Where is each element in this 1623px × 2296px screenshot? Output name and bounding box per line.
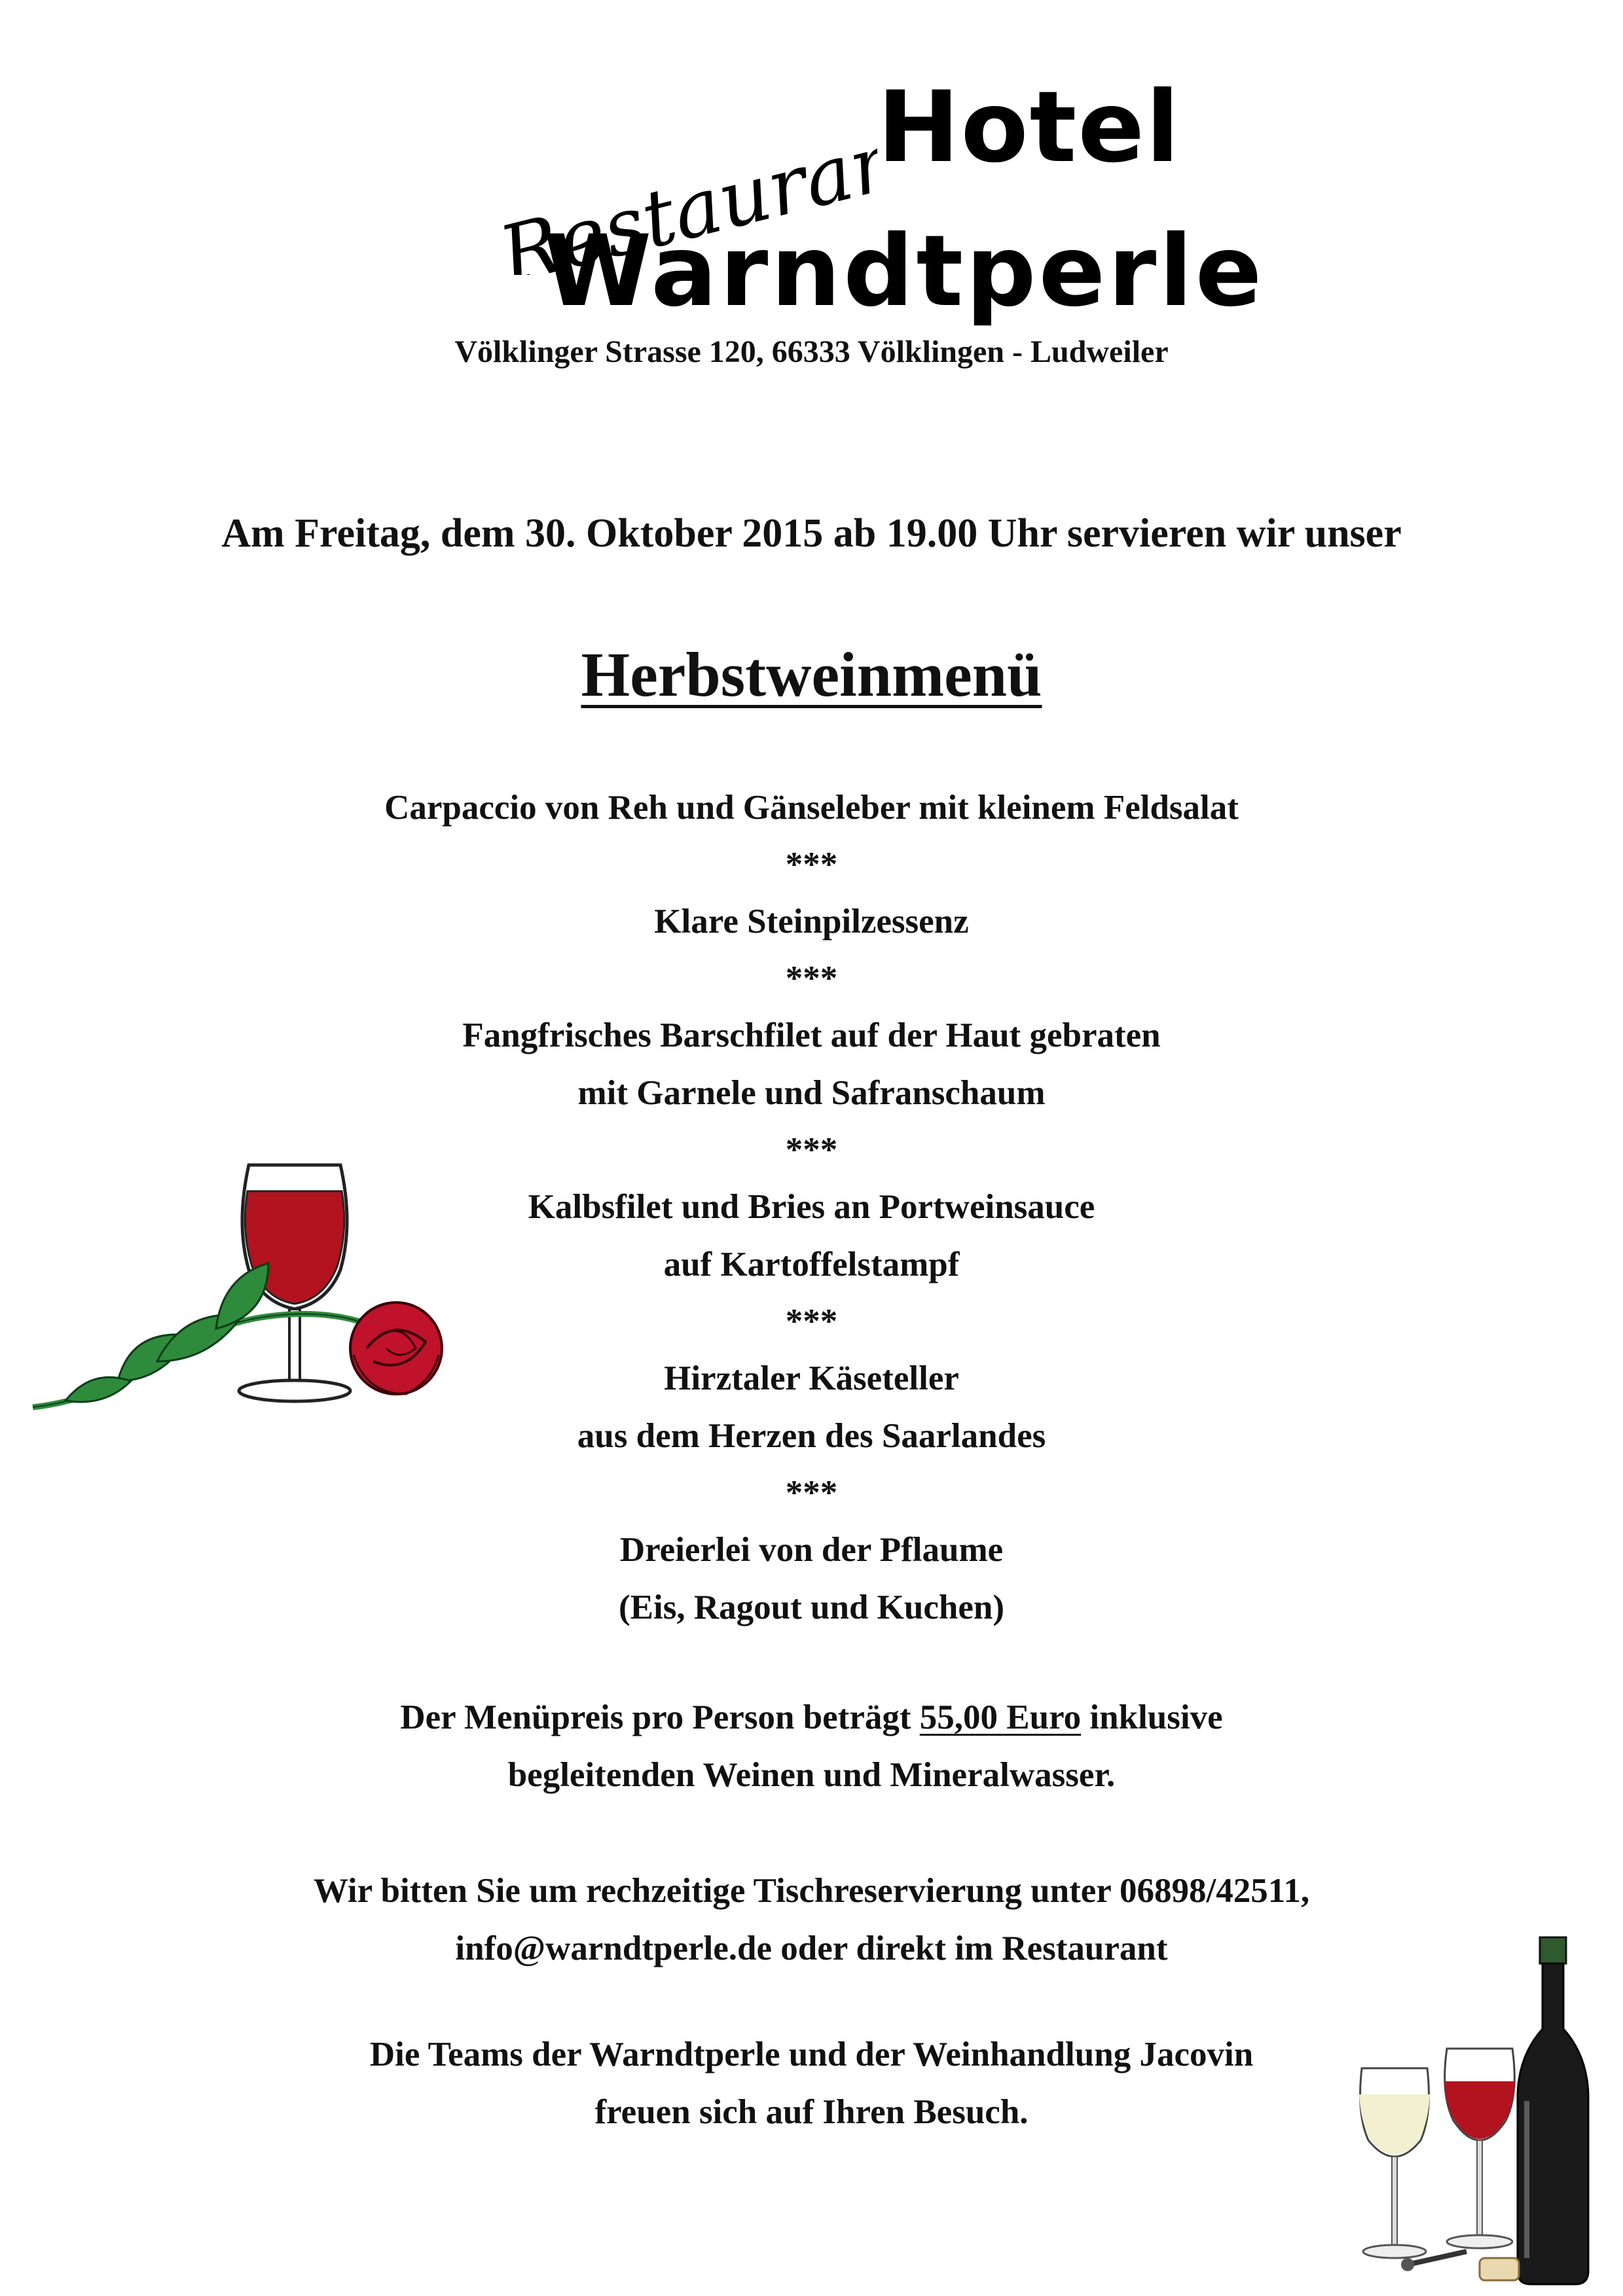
- logo-hotel: Hotel: [877, 71, 1181, 185]
- white-wine-glass-icon: [1359, 2068, 1430, 2258]
- price-info: [0, 1689, 1623, 1804]
- logo-script-text: Restaurant: [491, 107, 877, 275]
- reservation-line-1: Wir bitten Sie um rechzeitige Tischreservierung unter 06898/42511,: [313, 1872, 1310, 1910]
- course-1-line-1: Carpaccio von Reh und Gänseleber mit kleinem Feldsalat: [384, 789, 1239, 827]
- price-prefix: Der Menüpreis pro Person beträgt: [400, 1698, 920, 1736]
- closing-line-2: freuen sich auf Ihren Besuch.: [594, 2093, 1029, 2131]
- course-3-line-1: Fangfrisches Barschfilet auf der Haut gebraten: [462, 1016, 1161, 1054]
- menu-title: Herbstweinmenü: [581, 639, 1042, 709]
- price-line-2: begleitenden Weinen und Mineralwasser.: [507, 1756, 1116, 1794]
- rose-icon: [350, 1302, 442, 1394]
- course-6-line-1: Dreierlei von der Pflaume: [619, 1531, 1004, 1569]
- course-separator: ***: [785, 846, 838, 884]
- intro-text: Am Freitag, dem 30. Oktober 2015 ab 19.00 Uhr servieren wir unser: [221, 511, 1402, 556]
- course-4-line-2: auf Kartoffelstampf: [663, 1246, 960, 1283]
- course-4-line-1: Kalbsfilet und Bries an Portweinsauce: [528, 1188, 1095, 1226]
- course-separator: ***: [785, 1474, 838, 1512]
- price-line-1: [0, 1689, 1623, 1746]
- course-5-line-1: Hirztaler Käseteller: [664, 1359, 959, 1397]
- logo-warndtperle: Warndtperle: [543, 215, 1265, 329]
- address: Völklinger Strasse 120, 66333 Völklingen - Ludweiler: [454, 334, 1169, 369]
- closing-line-1: Die Teams der Warndtperle und der Weinhandlung Jacovin: [369, 2036, 1254, 2073]
- course-separator: ***: [785, 1131, 838, 1169]
- wine-bottle-icon: [1518, 1937, 1588, 2284]
- red-wine-glass-icon: [1444, 2049, 1515, 2248]
- course-separator: ***: [785, 960, 838, 997]
- rose-wineglass-illustration: [26, 1152, 445, 1427]
- course-5-line-2: aus dem Herzen des Saarlandes: [577, 1417, 1046, 1455]
- course-3-line-2: mit Garnele und Safranschaum: [577, 1074, 1046, 1112]
- price-amount: 55,00 Euro: [919, 1698, 1082, 1736]
- course-separator: ***: [785, 1302, 838, 1340]
- wine-bottle-glasses-illustration: [1349, 1931, 1611, 2291]
- course-2-line-1: Klare Steinpilzessenz: [654, 903, 969, 941]
- course-6-line-2: (Eis, Ragout und Kuchen): [618, 1588, 1005, 1626]
- reservation-line-2: info@warndtperle.de oder direkt im Restaurant: [455, 1929, 1168, 1967]
- price-suffix: inklusive: [1081, 1698, 1223, 1736]
